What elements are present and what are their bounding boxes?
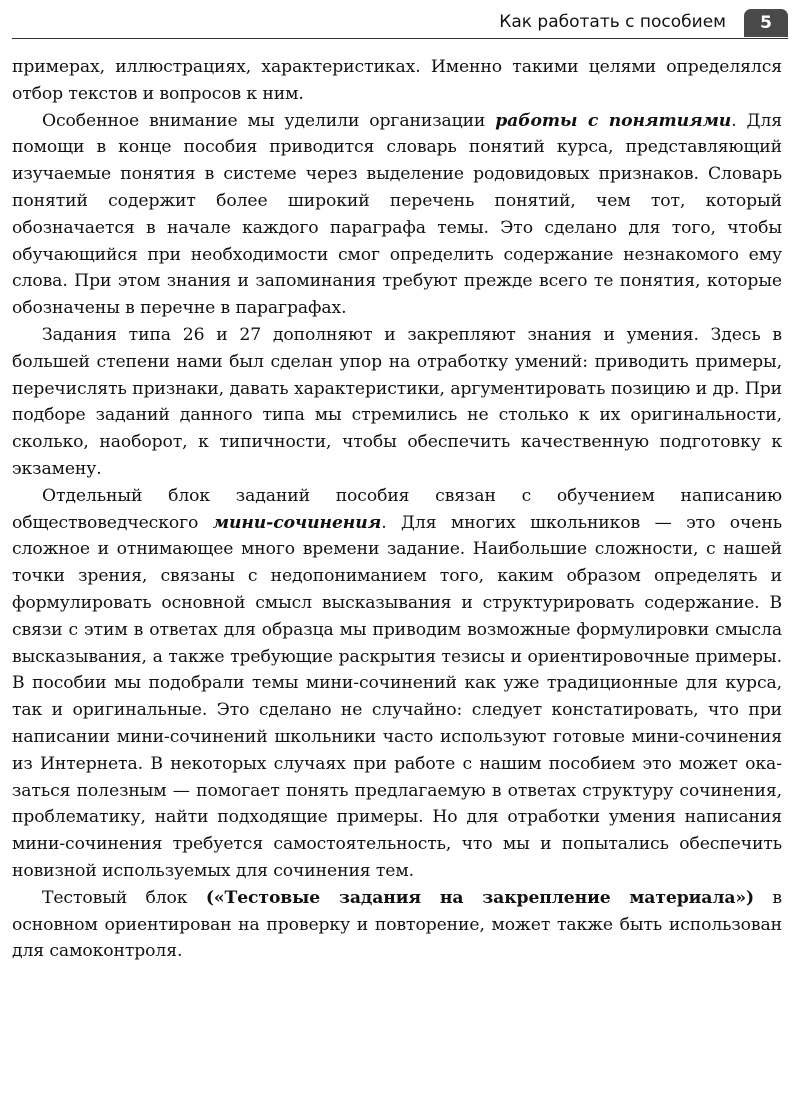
term-mini-essay: мини-сочинения — [212, 512, 382, 533]
paragraph-tasks-26-27: Задания типа 26 и 27 дополняют и закрепляют знания и умения. Здесь в большей степени нами был сделан упор на отработку умений: приводить примеры, перечислять признаки, давать характеристики, аргументировать позицию и др. При подборе заданий данного типа мы стремились не столько к их оригинальности, сколько, наоборот, к типичности, чтобы обеспечить качественную подготовку к экзамену. — [12, 324, 782, 479]
paragraph-concepts-lead: Особенное внимание мы уделили организации — [42, 110, 496, 131]
paragraph-mini-essay — [12, 483, 782, 885]
paragraph-test-block-body: в основном ориентирован на проверку и повторение, может также быть использован для самоконтроля. — [12, 887, 783, 962]
page-body — [12, 54, 782, 965]
paragraph-concepts — [12, 108, 782, 322]
paragraph-continuation: примерах, иллюстрациях, характеристиках. Именно такими целями определялся отбор текстов и вопросов к ним. — [12, 57, 782, 104]
paragraph-test-block-lead: Тестовый блок — [42, 887, 206, 908]
running-header — [12, 8, 788, 39]
term-test-tasks: («Тестовые задания на закрепление материала») — [205, 887, 755, 908]
paragraph-mini-essay-body: . Для многих школьников — это очень сложное и отнимающее много времени задание. Наибольшие сложности, с нашей точки зрения, связаны с недопониманием того, каким образом определять и формулировать основной смысл высказывания и структурировать содержание. В связи с этим в ответах для образца мы приводим возможные формулировки смысла высказывания, а также требующие раскрытия тезисы и ориентировочные примеры. В пособии мы подобрали темы мини-сочинений как уже традиционные для курса, так и оригинальные. Это сделано не случайно: следует констатировать, что при написании мини-сочинений школьники часто используют готовые мини-сочинения из Интернета. В некоторых случаях при работе с нашим пособием это может оказаться полезным — помогает понять предлагаемую в ответах структуру сочинения, проблематику, найти подходящие примеры. Но для отработки умения написания мини-сочинения требуется самостоятельность, что мы и попытались обеспечить новизной используемых для сочинения тем. — [12, 512, 782, 881]
page-number-badge: 5 — [744, 9, 788, 37]
paragraph-mini-essay-lead: Отдельный блок заданий пособия связан с обучением написанию обществоведческого — [12, 485, 782, 533]
paragraph-test-block — [12, 885, 782, 965]
term-concepts-work: работы с понятиями — [495, 110, 732, 131]
paragraph-concepts-body: . Для помощи в конце пособия приводится словарь понятий курса, представляющий изучаемые понятия в системе через выделение родовидовых признаков. Словарь понятий содержит более широкий перечень понятий, чем тот, который обозначается в начале каждого параграфа темы. Это сделано для того, чтобы обучающийся при необходимости смог определить содержание незнакомого ему слова. При этом знания и запоминания требуют прежде всего те понятия, которые обозначены в перечне в параграфах. — [12, 110, 782, 319]
running-header-title: Как работать с пособием — [499, 12, 726, 32]
